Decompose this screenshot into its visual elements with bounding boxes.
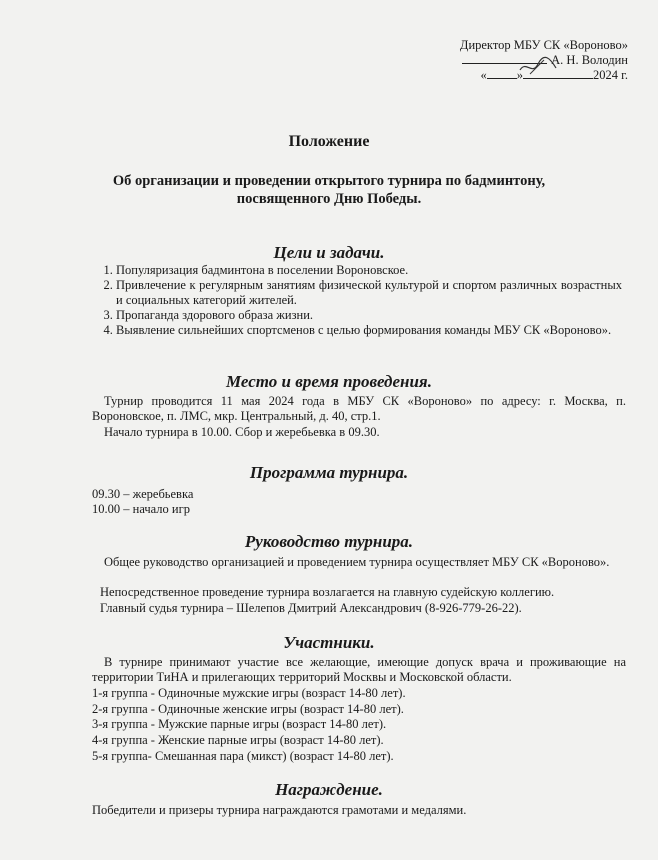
- award-text: Победители и призеры турнира награждаются грамотами и медалями.: [92, 803, 467, 817]
- signature-icon: [518, 56, 558, 78]
- approval-position: Директор МБУ СК «Вороново»: [459, 38, 628, 52]
- program-heading: Программа турнира.: [249, 463, 409, 482]
- list-item: 2. Привлечение к регулярным занятиям физической культурой и спортом различных возрастных и социальных категорий жителей.: [116, 278, 622, 308]
- document-title: Положение: [288, 133, 370, 150]
- approval-name: А. Н. Володин: [551, 53, 628, 67]
- approval-block: [460, 38, 628, 83]
- participant-group: 1-я группа - Одиночные мужские игры (возраст 14-80 лет).: [92, 686, 406, 700]
- list-item: 3. Пропаганда здорового образа жизни.: [116, 308, 622, 323]
- document-subtitle: Об организации и проведении открытого турнира по бадминтону, посвященного Дню Победы.: [112, 173, 546, 207]
- list-item: 4. Выявление сильнейших спортсменов с целью формирования команды МБУ СК «Вороново».: [116, 323, 622, 338]
- date-open-quote: «: [480, 68, 487, 82]
- participant-group: 4-я группа - Женские парные игры (возраст 14-80 лет).: [92, 733, 384, 747]
- participants-intro: В турнире принимают участие все желающие, имеющие допуск врача и проживающие на территории ТиНА и прилегающих территорий Москвы и Московской области.: [92, 655, 626, 684]
- place-paragraph: Турнир проводится 11 мая 2024 года в МБУ СК «Вороново» по адресу: г. Москва, п. Вороновское, п. ЛМС, мкр. Центральный, д. 40, стр.1.: [92, 394, 626, 423]
- date-close-quote: »: [516, 68, 524, 82]
- list-item: 1. Популяризация бадминтона в поселении Вороновское.: [116, 263, 622, 278]
- program-item: 09.30 – жеребьевка: [92, 487, 194, 501]
- place-heading: Место и время проведения.: [226, 372, 432, 391]
- leadership-paragraph: Непосредственное проведение турнира возлагается на главную судейскую коллегию.: [100, 585, 555, 599]
- program-item: 10.00 – начало игр: [92, 502, 190, 516]
- date-year: 2024 г.: [593, 68, 628, 82]
- participant-group: 3-я группа - Мужские парные игры (возраст 14-80 лет).: [92, 717, 387, 731]
- goals-list: [90, 263, 622, 338]
- goals-heading: Цели и задачи.: [273, 243, 385, 262]
- place-start-time: Начало турнира в 10.00. Сбор и жеребьевка в 09.30.: [104, 425, 380, 439]
- award-heading: Награждение.: [275, 780, 383, 799]
- leadership-heading: Руководство турнира.: [244, 532, 414, 551]
- participant-group: 2-я группа - Одиночные женские игры (возраст 14-80 лет).: [92, 702, 404, 716]
- leadership-paragraph: Общее руководство организацией и проведением турнира осуществляет МБУ СК «Вороново».: [104, 555, 610, 569]
- chief-judge: Главный судья турнира – Шелепов Дмитрий Александрович (8-926-779-26-22).: [100, 601, 522, 615]
- participants-heading: Участники.: [283, 633, 375, 652]
- participant-group: 5-я группа- Смешанная пара (микст) (возраст 14-80 лет).: [92, 749, 394, 763]
